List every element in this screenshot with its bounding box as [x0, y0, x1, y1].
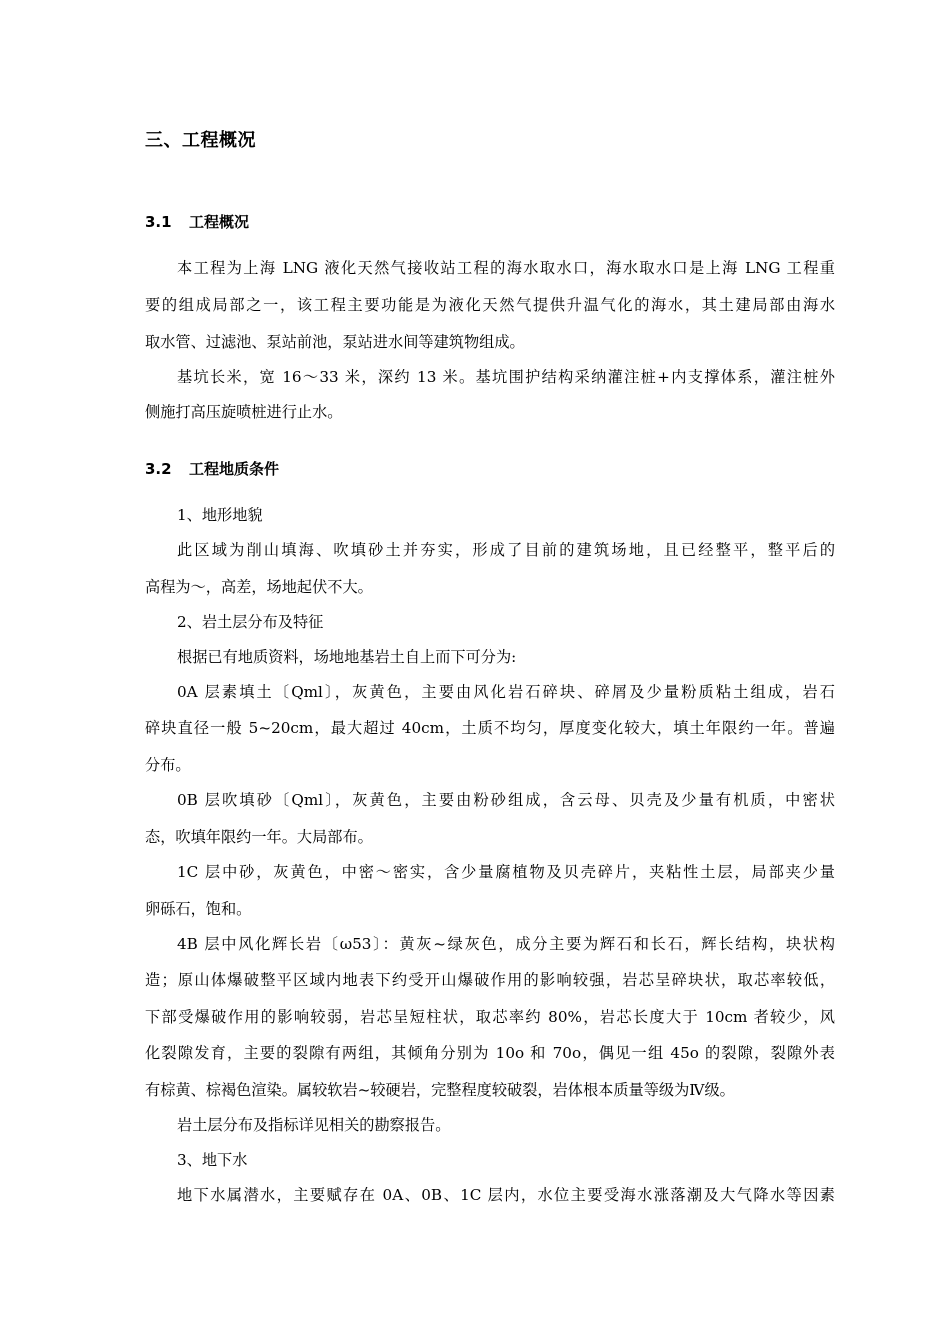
paragraph-line: 此区域为削山填海、吹填砂土并夯实，形成了目前的建筑场地，且已经整平，整平后的: [177, 541, 835, 559]
list-item: 1、地形地貌: [177, 506, 263, 524]
paragraph-line: 0A 层素填土〔Qml〕，灰黄色，主要由风化岩石碎块、碎屑及少量粉质粘土组成，岩石: [177, 683, 835, 701]
paragraph-line: 有棕黄、棕褐色渲染。属较软岩~较硬岩，完整程度较破裂，岩体根本质量等级为Ⅳ级。: [145, 1081, 735, 1099]
paragraph-line: 4B 层中风化辉长岩〔ω53〕：黄灰~绿灰色，成分主要为辉石和长石，辉长结构，块状构: [177, 935, 835, 953]
paragraph-line: 态，吹填年限约一年。大局部布。: [145, 828, 373, 846]
paragraph-line: 碎块直径一般 5~20cm，最大超过 40cm，土质不均匀，厚度变化较大，填土年限约一年。普遍: [145, 719, 835, 737]
section-title: 三、工程概况: [145, 130, 256, 151]
list-item: 2、岩土层分布及特征: [177, 613, 324, 631]
paragraph-line: 岩土层分布及指标详见相关的勘察报告。: [177, 1116, 451, 1134]
list-item: 3、地下水: [177, 1151, 248, 1169]
paragraph-line: 根据已有地质资料，场地地基岩土自上而下可分为:: [177, 648, 517, 666]
paragraph-line: 卵砾石，饱和。: [145, 900, 252, 918]
heading-text: 工程地质条件: [189, 460, 280, 478]
heading-3-2: [145, 458, 279, 479]
paragraph-line: 本工程为上海 LNG 液化天然气接收站工程的海水取水口，海水取水口是上海 LNG 工程重: [177, 259, 835, 277]
paragraph-line: 高程为～，高差，场地起伏不大。: [145, 578, 373, 596]
paragraph-line: 基坑长米，宽 16～33 米，深约 13 米。基坑围护结构采纳灌注桩+内支撑体系，灌注桩外: [177, 368, 835, 386]
paragraph-line: 0B 层吹填砂〔Qml〕，灰黄色，主要由粉砂组成，含云母、贝壳及少量有机质，中密状: [177, 791, 835, 809]
paragraph-line: 地下水属潜水，主要赋存在 0A、0B、1C 层内，水位主要受海水涨落潮及大气降水等因素: [177, 1186, 835, 1204]
paragraph-line: 侧施打高压旋喷桩进行止水。: [145, 403, 343, 421]
paragraph-line: 要的组成局部之一，该工程主要功能是为液化天然气提供升温气化的海水，其土建局部由海水: [145, 296, 835, 314]
heading-text: 工程概况: [189, 213, 250, 231]
paragraph-line: 分布。: [145, 756, 191, 774]
heading-3-1: [145, 211, 249, 232]
paragraph-line: 取水管、过滤池、泵站前池，泵站进水间等建筑物组成。: [145, 333, 525, 351]
paragraph-line: 1C 层中砂，灰黄色，中密～密实，含少量腐植物及贝壳碎片，夹粘性土层，局部夹少量: [177, 863, 835, 881]
heading-number: 3.1: [145, 213, 172, 231]
heading-number: 3.2: [145, 460, 172, 478]
paragraph-line: 下部受爆破作用的影响较弱，岩芯呈短柱状，取芯率约 80%，岩芯长度大于 10cm 者较少，风: [145, 1008, 835, 1026]
paragraph-line: 造；原山体爆破整平区域内地表下约受开山爆破作用的影响较强，岩芯呈碎块状，取芯率较低，: [145, 971, 835, 989]
paragraph-line: 化裂隙发育，主要的裂隙有两组，其倾角分别为 10o 和 70o，偶见一组 45o 的裂隙，裂隙外表: [145, 1044, 835, 1062]
